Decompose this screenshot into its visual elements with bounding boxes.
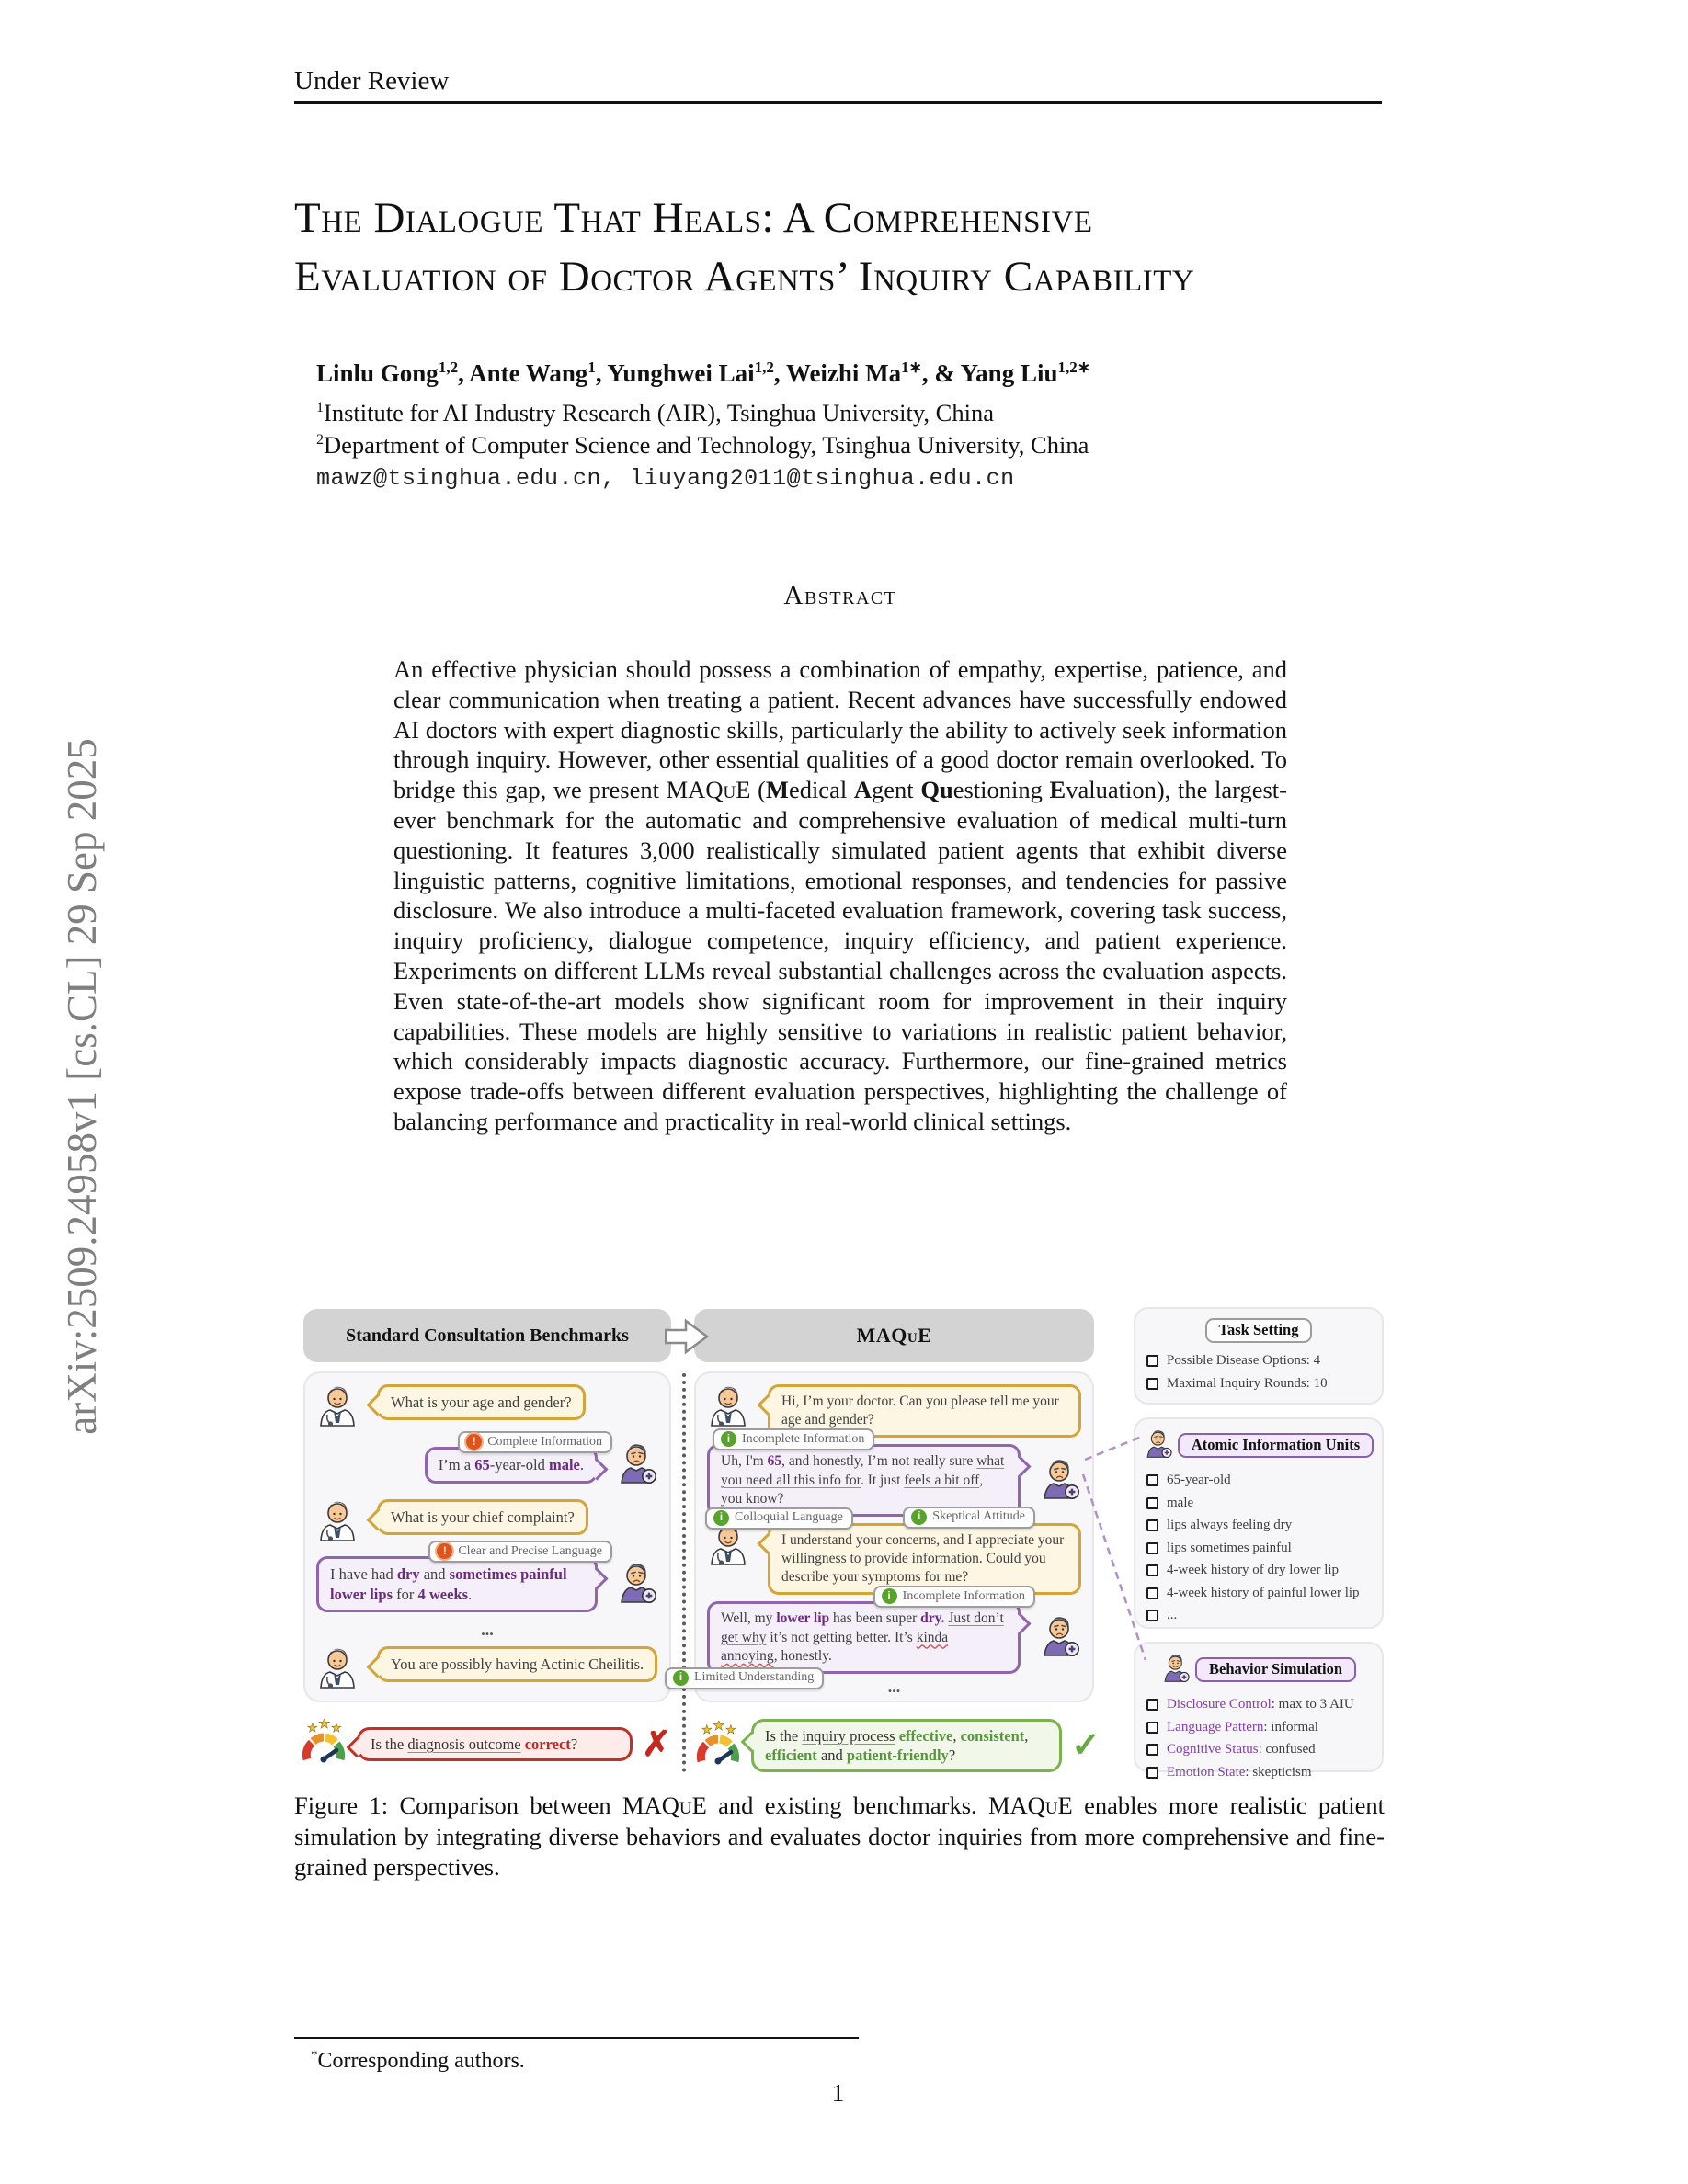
patient-speech-bubble <box>316 1556 598 1612</box>
tag-label: Complete Information <box>487 1434 602 1449</box>
item-text: 65-year-old <box>1167 1473 1231 1487</box>
patient-speech-bubble <box>707 1601 1021 1673</box>
abstract-heading: Abstract <box>783 581 897 610</box>
affiliation-2 <box>316 431 1089 460</box>
ellipsis: ... <box>481 1620 494 1639</box>
aiu-title: Atomic Information Units <box>1178 1433 1374 1458</box>
svg-text:★: ★ <box>307 1721 318 1735</box>
checkbox-bullet <box>1146 1474 1158 1486</box>
atomic-information-units-box <box>1134 1417 1384 1629</box>
text-segment: and <box>419 1565 450 1584</box>
tag-label: Skeptical Attitude <box>932 1509 1025 1524</box>
author-superscript: 1,2 <box>438 358 459 376</box>
author-name: Ante Wang <box>469 359 588 387</box>
author-separator: , <box>595 359 608 387</box>
behavior-value: : skepticism <box>1245 1764 1312 1780</box>
patient-message-row <box>316 1543 658 1612</box>
checkbox-bullet <box>1146 1542 1158 1554</box>
text-segment: , you know? <box>721 1472 984 1507</box>
task-setting-item <box>1146 1372 1371 1395</box>
behavior-label: Emotion State <box>1167 1764 1246 1780</box>
checkbox-bullet <box>1146 1378 1158 1390</box>
text-segment: . <box>579 1456 584 1474</box>
text-segment: gent <box>872 776 921 804</box>
text-segment: efficient <box>765 1746 817 1765</box>
annotation-tag <box>713 1428 874 1450</box>
doctor-avatar-icon <box>316 1384 359 1431</box>
aiu-item <box>1146 1582 1371 1605</box>
text-segment: valuation), the largest-ever benchmark for the automatic and comprehensive evaluation of medical multi-turn questioning. It features 3,000 realistically simulated patient agents that exhibit diverse linguistic patterns, cognitive limitations, emotional responses, and tendencies for passive disclosure. We also introduce a multi-faceted evaluation framework, covering task success, inquiry proficiency, dialogue competence, inquiry efficiency, and patient experience. Experiments on different LLMs reveal substantial challenges across the evaluation aspects. Even state-of-the-art models show significant room for improvement in their inquiry capabilities. These models are highly sensitive to variations in realistic patient behavior, which considerably impacts diagnostic accuracy. Furthermore, our fine-grained metrics expose trade-offs between different evaluation perspectives, highlighting the challenge of balancing performance and practicality in real-world clinical settings. <box>393 776 1287 1135</box>
info-icon: i <box>673 1670 689 1686</box>
paper-title <box>294 188 1194 306</box>
text-segment: what you need all this info for <box>721 1453 1005 1488</box>
text-segment: for <box>393 1585 418 1603</box>
text-segment: MAQuE <box>666 776 751 804</box>
header-rule <box>294 101 1382 104</box>
patient-message-row <box>679 1588 1081 1685</box>
text-segment: ? <box>570 1735 578 1753</box>
task-setting-item <box>1146 1349 1371 1372</box>
checkbox-bullet <box>1146 1355 1158 1367</box>
svg-text:★: ★ <box>725 1722 736 1736</box>
title-line-1: The Dialogue That Heals: A Comprehensive <box>294 194 1093 242</box>
text-segment: . <box>468 1585 473 1603</box>
text-segment: Uh, I'm <box>721 1453 768 1470</box>
text-segment: inquiry process <box>802 1727 895 1745</box>
aiu-item <box>1146 1604 1371 1627</box>
author-superscript: 1∗ <box>901 358 922 376</box>
text-segment: correct <box>524 1735 571 1753</box>
text-segment: I’m a <box>438 1456 475 1474</box>
text-segment: it’s not getting better. It’s <box>766 1629 917 1645</box>
item-text: Maximal Inquiry Rounds: 10 <box>1167 1375 1328 1391</box>
checkbox-bullet <box>1146 1564 1158 1576</box>
patient-avatar-icon <box>616 1441 658 1488</box>
tag-label: Colloquial Language <box>735 1510 843 1525</box>
annotation-tag <box>665 1667 824 1689</box>
text-segment: effective <box>898 1727 953 1745</box>
doctor-avatar-icon <box>316 1499 359 1546</box>
text-segment: estioning <box>952 776 1050 804</box>
svg-text:★: ★ <box>331 1721 342 1735</box>
text-segment: I have had <box>330 1565 397 1584</box>
cross-mark-icon: ✗ <box>642 1724 671 1764</box>
text-segment: , and honestly, I’m not really sure <box>781 1453 977 1470</box>
text-segment: Just don’t get why <box>721 1610 1004 1645</box>
behavior-title: Behavior Simulation <box>1195 1657 1356 1682</box>
aiu-item <box>1146 1559 1371 1582</box>
author-name: Yang Liu <box>960 359 1058 387</box>
task-setting-box <box>1134 1307 1384 1405</box>
patient-avatar-icon <box>616 1561 658 1608</box>
text-segment: What is your chief complaint? <box>391 1507 575 1526</box>
footnote <box>311 2048 525 2074</box>
text-segment: enables more realistic patient simulation by integrating diverse behaviors and evaluates doctor inquiries from more comprehensive and fine-grained perspectives. <box>294 1792 1385 1881</box>
text-segment: An effective physician should possess a combination of empathy, expertise, patience, and clear communication when treating a patient. Recent advances have successfully endowed AI doctors with expert diagnostic skills, particularly the ability to actively seek information through inquiry. However, other essential qualities of a good doctor remain overlooked. To bridge this gap, we present <box>393 655 1287 804</box>
behavior-value: : informal <box>1263 1719 1318 1735</box>
tag-label: Clear and Precise Language <box>458 1543 602 1558</box>
behavior-value: : max to 3 AIU <box>1271 1697 1354 1712</box>
text-segment: diagnosis outcome <box>407 1735 521 1753</box>
text-segment: Hi, I’m your doctor. Can you please tell me your age and gender? <box>781 1393 1059 1428</box>
checkbox-bullet <box>1146 1767 1158 1779</box>
alert-icon: ! <box>437 1543 452 1559</box>
aiu-item <box>1146 1514 1371 1537</box>
info-icon: i <box>882 1588 897 1604</box>
maque-eval-row <box>694 1719 1101 1772</box>
footnote-rule <box>294 2037 859 2039</box>
author-superscript: 1 <box>587 358 596 376</box>
author-name: Weizhi Ma <box>785 359 902 387</box>
doctor-message-row <box>316 1499 658 1546</box>
benchmark-eval-question-bubble <box>357 1727 633 1761</box>
text-segment: Is the <box>765 1727 803 1745</box>
text-segment: sometimes painful lower lips <box>330 1565 567 1603</box>
doctor-message-row <box>316 1384 658 1431</box>
annotation-tag <box>428 1541 612 1563</box>
doctor-avatar-icon <box>316 1646 359 1693</box>
text-segment: dry. <box>920 1610 945 1627</box>
benchmark-eval-row <box>300 1719 671 1769</box>
affil-text: Institute for AI Industry Research (AIR), Tsinghua University, China <box>324 399 994 427</box>
annotation-tag <box>705 1507 853 1530</box>
figure-maque-header: MAQuE <box>694 1309 1094 1362</box>
author-superscript: 1,2∗ <box>1057 358 1090 376</box>
text-segment: , <box>952 1727 961 1745</box>
affiliation-1 <box>316 399 994 427</box>
text-segment: ? <box>948 1746 956 1765</box>
aiu-item <box>1146 1537 1371 1560</box>
figure-caption <box>294 1791 1385 1883</box>
text-segment: male <box>548 1456 580 1474</box>
text-segment: , <box>1024 1727 1029 1745</box>
text-segment: 65 <box>767 1453 782 1470</box>
page-number: 1 <box>831 2079 845 2107</box>
patient-avatar-icon <box>1161 1653 1191 1687</box>
text-segment: 65 <box>474 1456 490 1474</box>
patient-avatar-icon <box>1039 1614 1081 1661</box>
behavior-item <box>1146 1738 1371 1761</box>
affil-sup: 1 <box>316 400 324 416</box>
info-icon: i <box>721 1431 736 1447</box>
checkbox-bullet <box>1146 1699 1158 1711</box>
text-segment: and existing benchmarks. <box>706 1792 988 1819</box>
text-segment: Is the <box>371 1735 408 1753</box>
patient-avatar-icon <box>1144 1428 1173 1462</box>
text-segment: dry <box>396 1565 420 1584</box>
item-text: 4-week history of painful lower lip <box>1167 1585 1360 1600</box>
behavior-item <box>1146 1693 1371 1716</box>
text-segment: E <box>1049 776 1066 804</box>
tag-label: Limited Understanding <box>694 1670 815 1685</box>
affil-text: Department of Computer Science and Technology, Tsinghua University, China <box>324 431 1089 459</box>
text-segment: . It just <box>860 1472 905 1488</box>
text-segment: MAQuE <box>622 1792 707 1819</box>
abstract-body <box>393 654 1287 1137</box>
doctor-speech-bubble <box>768 1523 1081 1595</box>
item-text: ... <box>1167 1608 1178 1622</box>
maque-chat-panel <box>679 1371 1094 1702</box>
author-separator: , <box>458 359 470 387</box>
text-segment: ( <box>750 776 766 804</box>
title-line-2: Evaluation of Doctor Agents’ Inquiry Capability <box>294 253 1195 301</box>
text-segment: MAQuE <box>987 1792 1073 1819</box>
checkbox-bullet <box>1146 1519 1158 1531</box>
behavior-value: : confused <box>1258 1742 1316 1757</box>
text-segment: feels a bit off <box>904 1472 980 1488</box>
svg-text:★: ★ <box>713 1720 725 1734</box>
figure-1 <box>296 1294 1390 1780</box>
text-segment: A <box>853 776 873 804</box>
item-text: 4-week history of dry lower lip <box>1167 1563 1340 1577</box>
text-segment: edical <box>788 776 854 804</box>
text-segment: I understand your concerns, and I appreciate your willingness to provide information. Could you describe your symptoms for me? <box>781 1531 1065 1586</box>
item-text: male <box>1167 1495 1194 1510</box>
footnote-text: Corresponding authors. <box>317 2049 525 2073</box>
behavior-label: Language Pattern <box>1167 1719 1264 1735</box>
author-name: Linlu Gong <box>316 359 439 387</box>
text-segment: lower lip <box>776 1610 830 1627</box>
figure-left-header: Standard Consultation Benchmarks <box>303 1309 671 1362</box>
doctor-speech-bubble <box>377 1384 586 1420</box>
checkbox-bullet <box>1146 1587 1158 1599</box>
behavior-item <box>1146 1716 1371 1739</box>
behavior-item <box>1146 1761 1371 1784</box>
text-segment: M <box>765 776 789 804</box>
info-icon: i <box>911 1509 927 1525</box>
author-emails: mawz@tsinghua.edu.cn, liuyang2011@tsinghua.edu.cn <box>316 465 1015 492</box>
annotation-tag <box>903 1507 1035 1529</box>
behavior-label: Disclosure Control <box>1167 1697 1272 1712</box>
checkbox-bullet <box>1146 1610 1158 1621</box>
text-segment: and <box>816 1746 847 1765</box>
item-text: lips sometimes painful <box>1167 1540 1292 1555</box>
behavior-simulation-box <box>1134 1642 1384 1780</box>
text-segment: consistent <box>960 1727 1025 1745</box>
text-segment: You are possibly having Actinic Cheilitis. <box>391 1655 644 1673</box>
author-separator: , & <box>921 359 961 387</box>
doctor-avatar-icon <box>707 1384 749 1431</box>
text-segment: Qu <box>920 776 953 804</box>
text-segment: kinda annoying <box>721 1629 949 1664</box>
doctor-speech-bubble <box>377 1646 657 1682</box>
text-segment: Figure 1: Comparison between <box>294 1792 623 1819</box>
text-segment: -year-old <box>489 1456 549 1474</box>
checkbox-bullet <box>1146 1744 1158 1756</box>
behavior-label: Cognitive Status <box>1167 1742 1259 1757</box>
tag-label: Incomplete Information <box>742 1431 865 1446</box>
tag-label: Incomplete Information <box>902 1588 1025 1603</box>
author-name: Yunghwei Lai <box>607 359 755 387</box>
gauge-evaluator-icon <box>300 1719 348 1769</box>
author-separator: , <box>773 359 786 387</box>
text-segment: 4 weeks <box>417 1585 469 1603</box>
item-text: Possible Disease Options: 4 <box>1167 1353 1321 1368</box>
text-segment: patient-friendly <box>846 1746 949 1765</box>
header-note: Under Review <box>294 66 450 96</box>
doctor-speech-bubble <box>377 1499 588 1535</box>
arrow-right-icon <box>665 1318 709 1355</box>
ellipsis: ... <box>887 1677 901 1696</box>
task-setting-title: Task Setting <box>1205 1318 1313 1343</box>
benchmark-chat-panel <box>303 1371 671 1702</box>
info-icon: i <box>713 1510 729 1526</box>
checkbox-bullet <box>1146 1497 1158 1509</box>
annotation-tag <box>458 1431 612 1453</box>
authors-line <box>316 358 1090 388</box>
checkbox-bullet <box>1146 1722 1158 1734</box>
text-segment: has been super <box>829 1610 921 1627</box>
text-segment: , honestly. <box>773 1647 832 1664</box>
svg-text:★: ★ <box>701 1722 713 1736</box>
arxiv-sidebar-stamp: arXiv:2509.24958v1 [cs.CL] 29 Sep 2025 <box>59 738 105 1435</box>
text-segment: Well, my <box>721 1610 777 1627</box>
panel-divider <box>682 1373 686 1772</box>
patient-avatar-icon <box>1039 1457 1081 1504</box>
text-segment: What is your age and gender? <box>391 1393 572 1411</box>
doctor-message-row <box>316 1646 658 1693</box>
item-text: lips always feeling dry <box>1167 1518 1293 1532</box>
alert-icon: ! <box>466 1434 482 1450</box>
maque-eval-question-bubble <box>751 1719 1062 1772</box>
affil-sup: 2 <box>316 432 324 449</box>
doctor-avatar-icon <box>707 1523 749 1570</box>
gauge-evaluator-icon <box>694 1721 742 1771</box>
annotation-tag <box>873 1586 1035 1608</box>
aiu-item <box>1146 1469 1371 1492</box>
svg-text:★: ★ <box>318 1719 331 1732</box>
author-superscript: 1,2 <box>754 358 774 376</box>
check-mark-icon: ✓ <box>1071 1726 1101 1766</box>
aiu-item <box>1146 1492 1371 1515</box>
footnote-marker: * <box>311 2048 318 2063</box>
patient-message-row <box>316 1434 658 1488</box>
